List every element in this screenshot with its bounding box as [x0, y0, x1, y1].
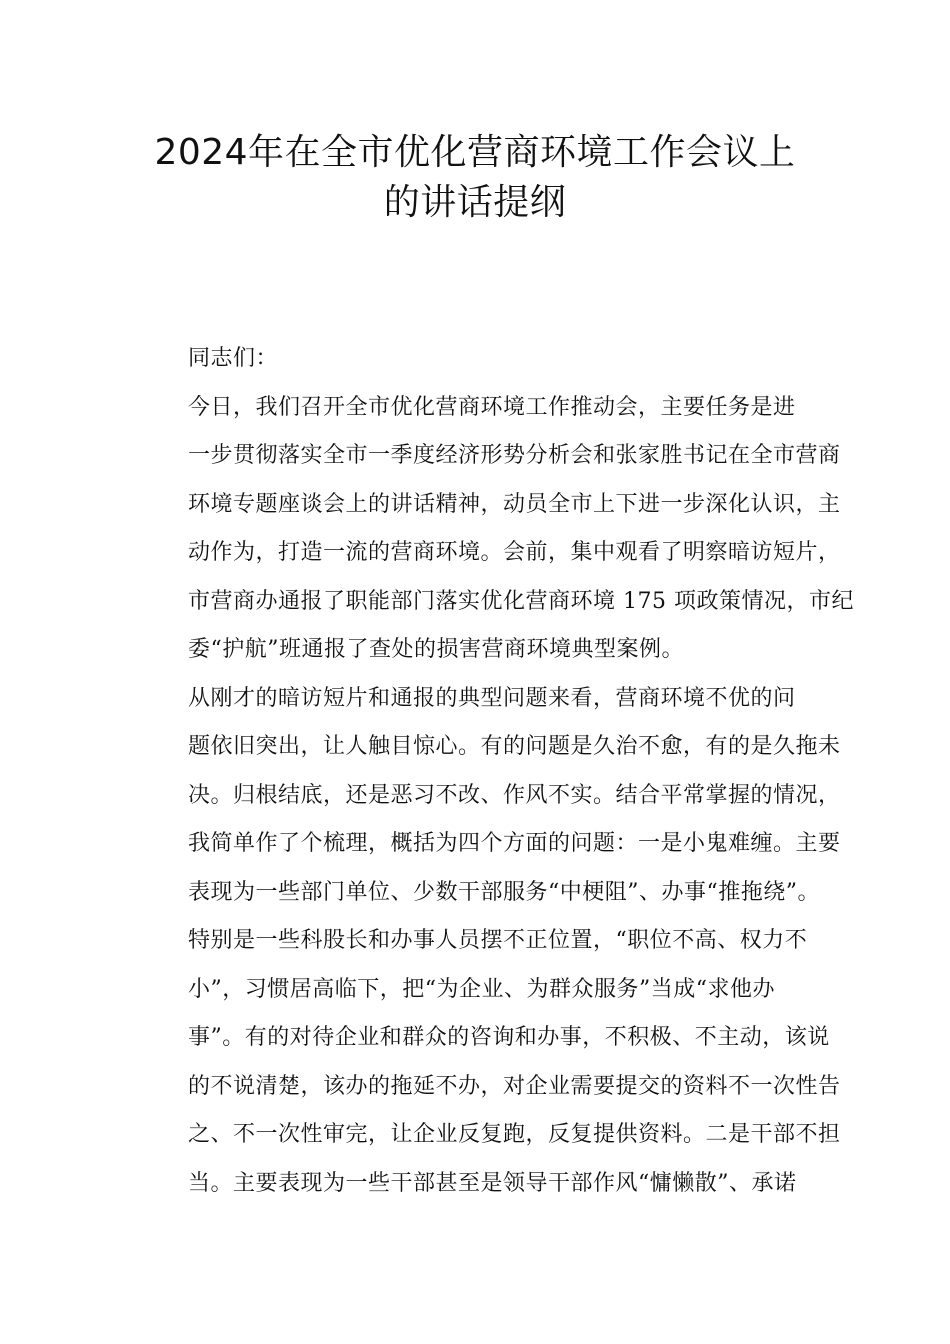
- paragraph-line: 我简单作了个梳理，概括为四个方面的问题：一是小鬼难缠。主要: [188, 831, 841, 856]
- title-line-2: 的讲话提纲: [383, 182, 567, 223]
- paragraph-line: 小”，习惯居高临下，把“为企业、为群众服务”当成“求他办: [188, 976, 775, 1002]
- paragraph-line: 市营商办通报了职能部门落实优化营商环境 175 项政策情况，市纪: [188, 588, 854, 614]
- paragraph-line: 今日，我们召开全市优化营商环境工作推动会，主要任务是进: [188, 394, 796, 420]
- paragraph-line: 动作为，打造一流的营商环境。会前，集中观看了明察暗访短片，: [188, 540, 841, 565]
- paragraph-line: 之、不一次性审完，让企业反复跑，反复提供资料。二是干部不担: [188, 1122, 841, 1147]
- paragraph-line: 事”。有的对待企业和群众的咨询和办事，不积极、不主动，该说: [188, 1025, 830, 1050]
- title-line-1: 2024年在全市优化营商环境工作会议上: [154, 132, 796, 173]
- paragraph-line: 环境专题座谈会上的讲话精神，动员全市上下进一步深化认识，主: [188, 491, 841, 517]
- paragraph-line: 一步贯彻落实全市一季度经济形势分析会和张家胜书记在全市营商: [188, 443, 841, 468]
- paragraph-line: 表现为一些部门单位、少数干部服务“中梗阻”、办事“推拖绕”。: [188, 879, 820, 905]
- salutation: 同志们：: [188, 346, 279, 371]
- paragraph-line: 的不说清楚，该办的拖延不办，对企业需要提交的资料不一次性告: [188, 1073, 841, 1099]
- paragraph-line: 当。主要表现为一些干部甚至是领导干部作风“慵懒散”、承诺: [188, 1170, 797, 1196]
- document-title: [100, 128, 850, 228]
- paragraph-line: 从刚才的暗访短片和通报的典型问题来看，营商环境不优的问: [188, 685, 796, 711]
- paragraph-2: [144, 675, 841, 1209]
- document-body: [144, 335, 854, 1208]
- paragraph-line: 决。归根结底，还是恶习不改、作风不实。结合平常掌握的情况，: [188, 782, 841, 808]
- paragraph-line: 特别是一些科股长和办事人员摆不正位置，“职位不高、权力不: [188, 928, 808, 953]
- paragraph-line: 委“护航”班通报了查处的损害营商环境典型案例。: [188, 637, 684, 662]
- paragraph-1: [144, 384, 854, 675]
- paragraph-line: 题依旧突出，让人触目惊心。有的问题是久治不愈，有的是久拖未: [188, 734, 841, 759]
